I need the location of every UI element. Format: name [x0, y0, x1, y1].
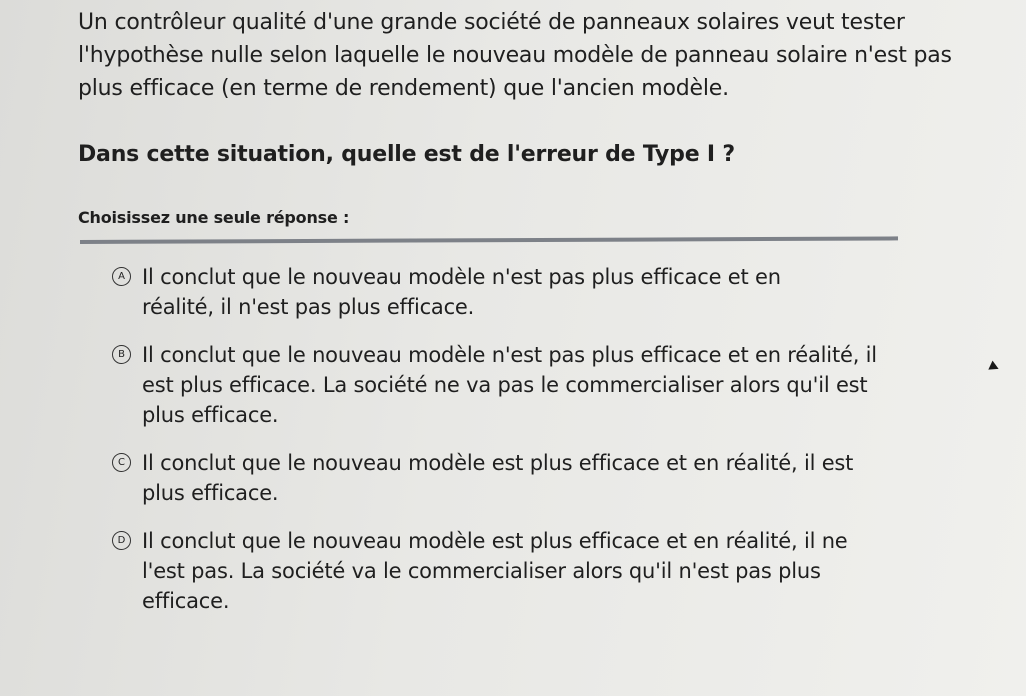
- option-a[interactable]: [112, 262, 992, 322]
- option-d-text[interactable]: Il conclut que le nouveau modèle est plus efficace et en réalité, il ne l'est pas. La société va le commercialiser alors qu'il n'est pas plus efficace.: [142, 529, 848, 613]
- radio-button-a[interactable]: A: [112, 267, 131, 286]
- radio-button-d[interactable]: D: [112, 531, 131, 550]
- question-prompt: Dans cette situation, quelle est de l'erreur de Type I ?: [78, 142, 735, 167]
- divider: [80, 236, 898, 244]
- option-d[interactable]: [112, 526, 992, 616]
- radio-button-c[interactable]: C: [112, 453, 131, 472]
- option-b[interactable]: [112, 340, 992, 430]
- option-c[interactable]: [112, 448, 992, 508]
- answer-instruction: Choisissez une seule réponse :: [78, 208, 350, 227]
- option-c-text[interactable]: Il conclut que le nouveau modèle est plus efficace et en réalité, il est plus efficace.: [142, 451, 854, 505]
- answer-options: [112, 262, 992, 634]
- question-text: Un contrôleur qualité d'une grande société de panneaux solaires veut tester l'hypothèse nulle selon laquelle le nouveau modèle de panneau solaire n'est pas plus efficace (en terme de rendement) que l'ancien modèle.: [78, 10, 952, 101]
- option-a-text[interactable]: Il conclut que le nouveau modèle n'est pas plus efficace et en réalité, il n'est pas plus efficace.: [142, 265, 781, 319]
- radio-button-b[interactable]: B: [112, 345, 131, 364]
- option-b-text[interactable]: Il conclut que le nouveau modèle n'est pas plus efficace et en réalité, il est plus efficace. La société ne va pas le commercialiser alors qu'il est plus efficace.: [142, 343, 877, 427]
